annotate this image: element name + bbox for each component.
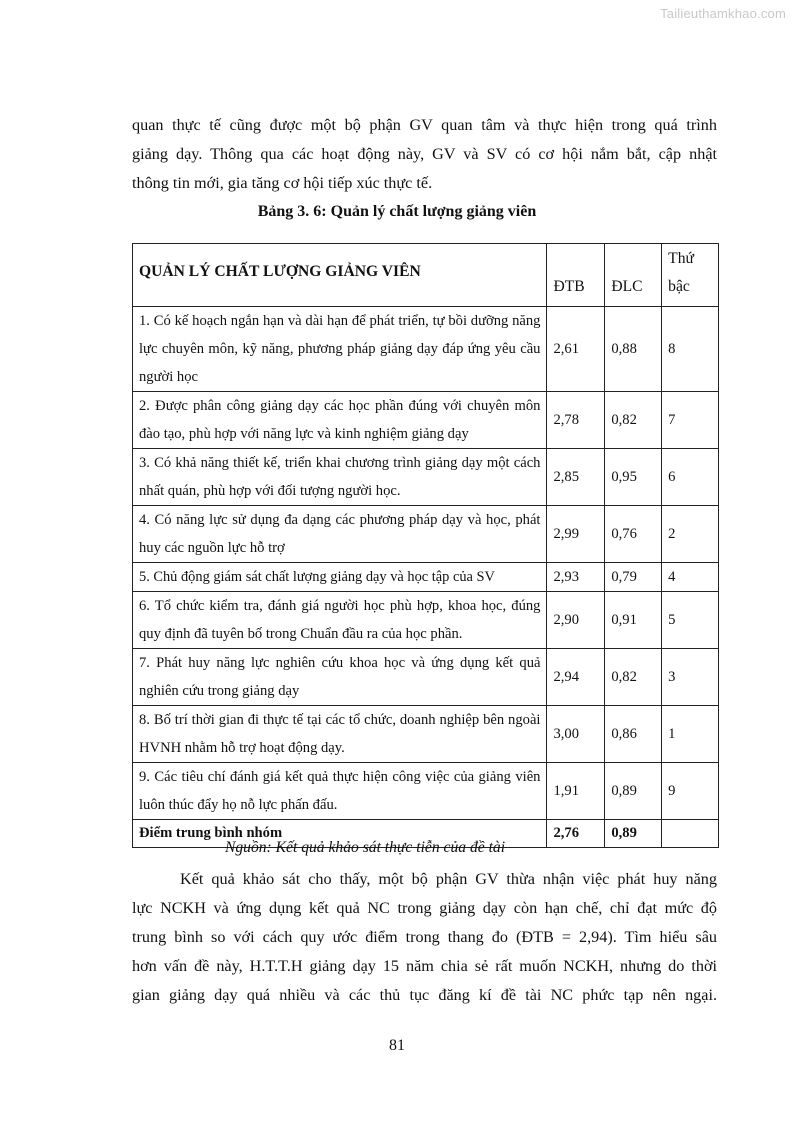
body-line: trung bình so với cách quy ước điểm trong thang đo (ĐTB = 2,94). Tìm hiểu sâu <box>132 928 717 946</box>
row-dtb: 2,93 <box>547 563 605 592</box>
row-dlc: 0,88 <box>605 307 662 392</box>
row-dtb: 2,94 <box>547 649 605 706</box>
table-row <box>133 449 719 506</box>
row-label: 4. Có năng lực sử dụng đa dạng các phương pháp dạy và học, phát huy các nguồn lực hỗ trợ <box>133 506 547 563</box>
row-label: 2. Được phân công giảng dạy các học phần đúng với chuyên môn đào tạo, phù hợp với năng lực và kinh nghiệm giảng dạy <box>133 392 547 449</box>
row-label: 9. Các tiêu chí đánh giá kết quả thực hiện công việc của giảng viên luôn thúc đẩy họ nỗ lực phấn đấu. <box>133 763 547 820</box>
row-dlc: 0,95 <box>605 449 662 506</box>
total-label: Điểm trung bình nhóm <box>133 820 547 848</box>
row-dlc: 0,76 <box>605 506 662 563</box>
row-label: 7. Phát huy năng lực nghiên cứu khoa học và ứng dụng kết quả nghiên cứu trong giảng dạy <box>133 649 547 706</box>
intro-paragraph <box>132 111 717 198</box>
row-dtb: 3,00 <box>547 706 605 763</box>
table-row <box>133 649 719 706</box>
row-rank: 6 <box>662 449 719 506</box>
row-dtb: 2,99 <box>547 506 605 563</box>
row-dlc: 0,89 <box>605 763 662 820</box>
page-number: 81 <box>389 1037 405 1054</box>
row-dtb: 2,90 <box>547 592 605 649</box>
row-label: 3. Có khả năng thiết kế, triển khai chương trình giảng dạy một cách nhất quán, phù hợp với đối tượng người học. <box>133 449 547 506</box>
intro-line: thông tin mới, gia tăng cơ hội tiếp xúc thực tế. <box>132 174 433 192</box>
row-dtb: 2,85 <box>547 449 605 506</box>
row-dlc: 0,86 <box>605 706 662 763</box>
row-rank: 2 <box>662 506 719 563</box>
table-row <box>133 706 719 763</box>
row-dlc: 0,91 <box>605 592 662 649</box>
body-line: lực NCKH và ứng dụng kết quả NC trong giảng dạy còn hạn chế, chỉ đạt mức độ <box>132 899 717 917</box>
body-line: Kết quả khảo sát cho thấy, một bộ phận GV thừa nhận việc phát huy năng <box>180 870 717 888</box>
table-row <box>133 592 719 649</box>
row-rank: 3 <box>662 649 719 706</box>
row-dlc: 0,79 <box>605 563 662 592</box>
intro-line: quan thực tế cũng được một bộ phận GV quan tâm và thực hiện trong quá trình <box>132 116 717 134</box>
header-dlc: ĐLC <box>605 244 662 307</box>
intro-line: giảng dạy. Thông qua các hoạt động này, GV và SV có cơ hội nắm bắt, cập nhật <box>132 145 717 163</box>
header-criteria: QUẢN LÝ CHẤT LƯỢNG GIẢNG VIÊN <box>133 244 547 307</box>
table-row <box>133 506 719 563</box>
row-label: 6. Tổ chức kiểm tra, đánh giá người học phù hợp, khoa học, đúng quy định đã tuyên bố trong Chuẩn đầu ra của học phần. <box>133 592 547 649</box>
body-paragraph <box>132 865 717 1010</box>
body-line: gian giảng dạy quá nhiều và các thủ tục đăng kí đề tài NC phức tạp nên ngại. <box>132 986 717 1004</box>
table-source-note: Nguồn: Kết quả khảo sát thực tiễn của đề tài <box>224 839 506 856</box>
table-caption: Bảng 3. 6: Quản lý chất lượng giảng viên <box>257 203 537 220</box>
row-rank: 9 <box>662 763 719 820</box>
row-rank: 7 <box>662 392 719 449</box>
total-dtb: 2,76 <box>547 820 605 848</box>
row-rank: 1 <box>662 706 719 763</box>
header-dtb: ĐTB <box>547 244 605 307</box>
row-dlc: 0,82 <box>605 649 662 706</box>
body-line: hơn vấn đề này, H.T.T.H giảng dạy 15 năm chia sẻ rất muốn NCKH, nhưng do thời <box>132 957 717 975</box>
row-dlc: 0,82 <box>605 392 662 449</box>
header-rank: Thứ bậc <box>662 244 719 307</box>
table-row <box>133 763 719 820</box>
table-header-row <box>133 244 719 307</box>
table-row <box>133 563 719 592</box>
table-row <box>133 307 719 392</box>
row-label: 5. Chủ động giám sát chất lượng giảng dạy và học tập của SV <box>133 563 547 592</box>
row-label: 8. Bố trí thời gian đi thực tế tại các tổ chức, doanh nghiệp bên ngoài HVNH nhằm hỗ trợ hoạt động dạy. <box>133 706 547 763</box>
row-label: 1. Có kế hoạch ngắn hạn và dài hạn để phát triển, tự bồi dưỡng năng lực chuyên môn, kỹ năng, phương pháp giảng dạy đáp ứng yêu cầu người học <box>133 307 547 392</box>
watermark: Tailieuthamkhao.com <box>660 6 786 21</box>
row-rank: 4 <box>662 563 719 592</box>
row-dtb: 1,91 <box>547 763 605 820</box>
table-row <box>133 392 719 449</box>
survey-table <box>132 243 719 848</box>
row-dtb: 2,78 <box>547 392 605 449</box>
row-rank: 8 <box>662 307 719 392</box>
total-dlc: 0,89 <box>605 820 662 848</box>
row-dtb: 2,61 <box>547 307 605 392</box>
row-rank: 5 <box>662 592 719 649</box>
